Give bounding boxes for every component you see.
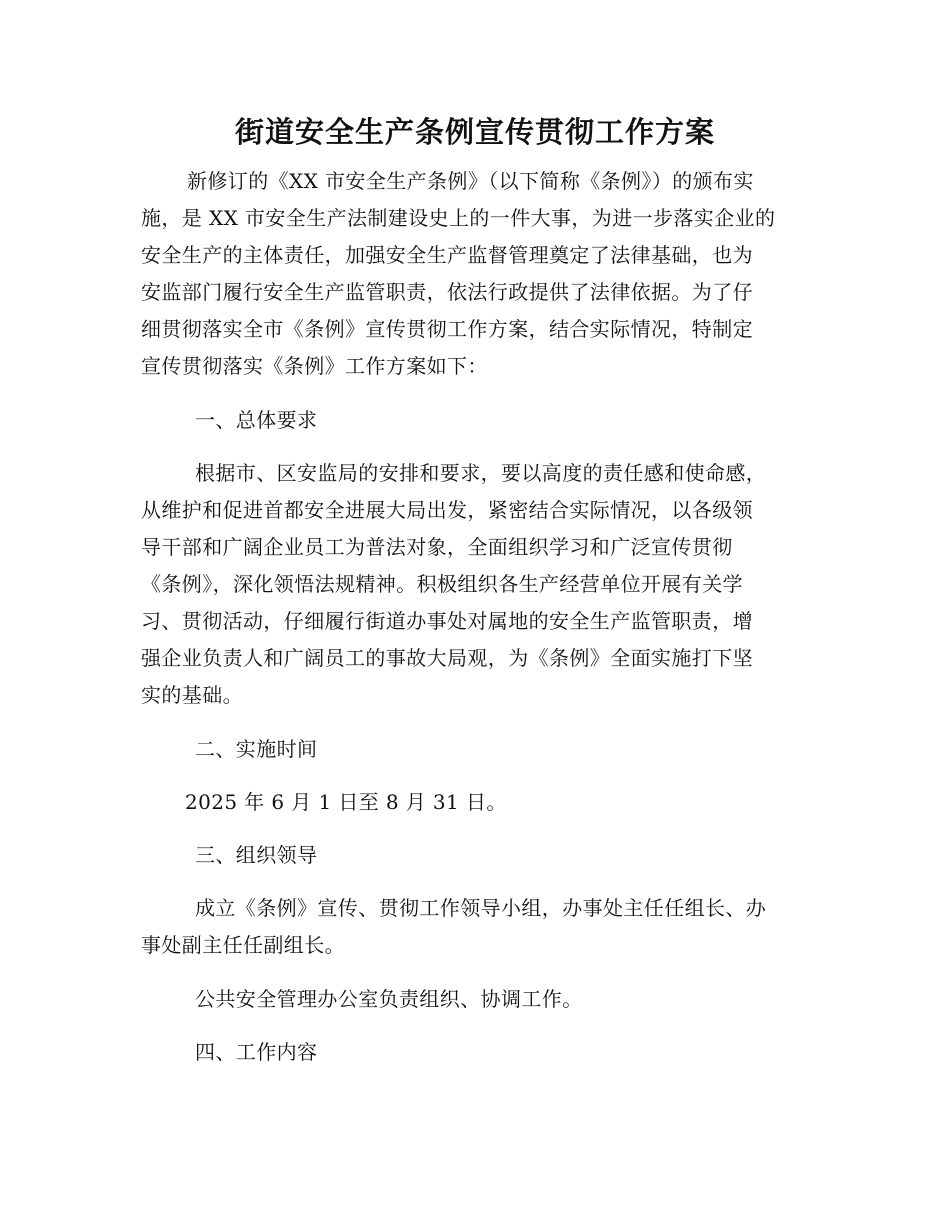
section-2-heading: 二、实施时间 bbox=[195, 737, 318, 761]
intro-line-4: 安监部门履行安全生产监管职责，依法行政提供了法律依据。为了仔 bbox=[141, 280, 753, 304]
section-1-line-6: 强企业负责人和广阔员工的事故大局观，为《条例》全面实施打下坚 bbox=[141, 646, 753, 670]
section-3-extra: 公共安全管理办公室负责组织、协调工作。 bbox=[195, 987, 583, 1011]
intro-line-3: 安全生产的主体责任，加强安全生产监督管理奠定了法律基础，也为 bbox=[141, 243, 753, 267]
section-2-text: 2025 年 6 月 1 日至 8 月 31 日。 bbox=[185, 790, 507, 814]
section-4-heading: 四、工作内容 bbox=[195, 1040, 318, 1064]
intro-line-5: 细贯彻落实全市《条例》宣传贯彻工作方案，结合实际情况，特制定 bbox=[141, 317, 753, 341]
intro-line-1: 新修订的《XX 市安全生产条例》（以下简称《条例》）的颁布实 bbox=[187, 169, 754, 193]
section-1-line-3: 导干部和广阔企业员工为普法对象，全面组织学习和广泛宣传贯彻 bbox=[141, 535, 733, 559]
section-1-heading: 一、总体要求 bbox=[195, 408, 318, 432]
section-3-line-2: 事处副主任任副组长。 bbox=[141, 933, 345, 957]
section-1-line-1: 根据市、区安监局的安排和要求，要以高度的责任感和使命感， bbox=[195, 461, 767, 485]
section-3-line-1: 成立《条例》宣传、贯彻工作领导小组，办事处主任任组长、办 bbox=[195, 896, 767, 920]
section-3-heading: 三、组织领导 bbox=[195, 843, 318, 867]
section-1-line-2: 从维护和促进首都安全进展大局出发，紧密结合实际情况，以各级领 bbox=[141, 498, 753, 522]
section-1-line-7: 实的基础。 bbox=[141, 683, 243, 707]
intro-line-2: 施，是 XX 市安全生产法制建设史上的一件大事，为进一步落实企业的 bbox=[141, 206, 776, 230]
document-title: 街道安全生产条例宣传贯彻工作方案 bbox=[234, 115, 715, 149]
section-1-line-5: 习、贯彻活动，仔细履行街道办事处对属地的安全生产监管职责，增 bbox=[141, 609, 753, 633]
intro-line-6: 宣传贯彻落实《条例》工作方案如下： bbox=[141, 354, 488, 378]
section-1-line-4: 《条例》，深化领悟法规精神。积极组织各生产经营单位开展有关学 bbox=[141, 572, 743, 596]
